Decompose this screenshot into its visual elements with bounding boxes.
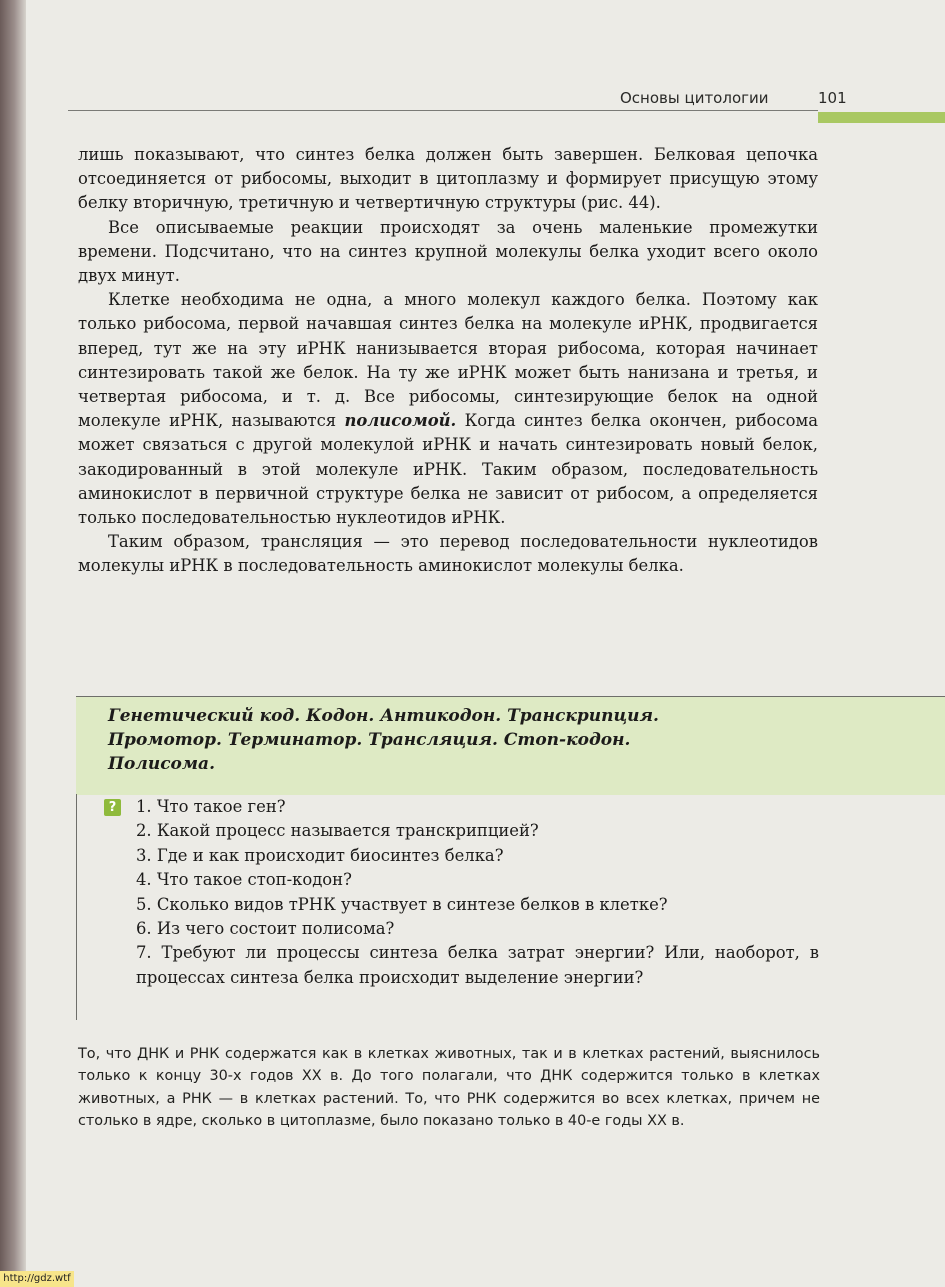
paragraph-3-end: Когда синтез белка окончен, рибосома может связаться с другой молекулой иРНК и начать синтезировать новый белок, закодированный в этой молекуле иРНК. Таким образом, последовательность аминокислот в первичной структуре белка не зависит от рибосом, а определяется только последовательностью нуклеотидов иРНК. <box>78 411 818 528</box>
key-terms <box>108 704 808 776</box>
paragraph-2: Все описываемые реакции происходят за очень маленькие промежутки времени. Подсчитано, что на синтез крупной молекулы белка уходит всего около двух минут. <box>78 217 818 286</box>
question-item: 4. Что такое стоп-кодон? <box>136 870 352 890</box>
question-item: 7. Требуют ли процессы синтеза белка затрат энергии? Или, наоборот, в процессах синтеза белка происходит выделение энергии? <box>136 943 819 987</box>
key-terms-line-1: Генетический код. Кодон. Антикодон. Транскрипция. <box>108 706 659 726</box>
question-item: 6. Из чего состоит полисома? <box>136 919 395 939</box>
key-terms-line-3: Полисома. <box>108 754 215 774</box>
paragraph-4: Таким образом, трансляция — это перевод последовательности нуклеотидов молекулы иРНК в последовательность аминокислот молекулы белка. <box>78 532 818 576</box>
question-item: 5. Сколько видов тРНК участвует в синтезе белков в клетке? <box>136 894 668 914</box>
question-item: 1. Что такое ген? <box>136 797 286 816</box>
key-terms-line-2: Промотор. Терминатор. Трансляция. Стоп-кодон. <box>108 730 631 750</box>
header-rule <box>68 110 818 111</box>
question-mark-icon: ? <box>104 799 121 816</box>
question-item: 2. Какой процесс называется транскрипцией? <box>136 821 539 841</box>
paragraph-3-start: Клетке необходима не одна, а много молекул каждого белка. Поэтому как только рибосома, первой начавшая синтез белка на молекуле иРНК, продвигается вперед, тут же на эту иРНК нанизывается вторая рибосома, которая начинает синтезировать такой же белок. На ту же иРНК может быть нанизана и третья, и четвертая рибосома, и т. д. Все рибосомы, синтезирующие белок на одной молекуле иРНК, называются <box>78 290 818 431</box>
page-number: 101 <box>818 89 847 107</box>
historical-note: То, что ДНК и РНК содержатся как в клетках животных, так и в клетках растений, выяснилось только к концу 30-х годов XX в. До того полагали, что ДНК содержится только в клетках животных, а РНК — в клетках растений. То, что РНК содержится во всех клетках, причем не столько в ядре, сколько в цитоплазме, было показано только в 40-е годы XX в. <box>78 1046 820 1129</box>
review-questions <box>136 795 819 990</box>
header-accent-bar <box>818 112 945 123</box>
questions-rule <box>76 794 77 1020</box>
book-binding-shadow <box>0 0 26 1287</box>
question-item: 3. Где и как происходит биосинтез белка? <box>136 845 504 865</box>
main-text <box>78 143 818 579</box>
paragraph-3 <box>78 288 818 530</box>
paragraph-1: лишь показывают, что синтез белка должен быть завершен. Белковая цепочка отсоединяется от рибосомы, выходит в цитоплазму и формирует присущую этому белку вторичную, третичную и четвертичную структуры (рис. 44). <box>78 145 818 213</box>
term-polysome: полисомой. <box>344 411 457 431</box>
running-title: Основы цитологии <box>620 89 769 107</box>
watermark-link[interactable]: http://gdz.wtf <box>0 1271 74 1287</box>
